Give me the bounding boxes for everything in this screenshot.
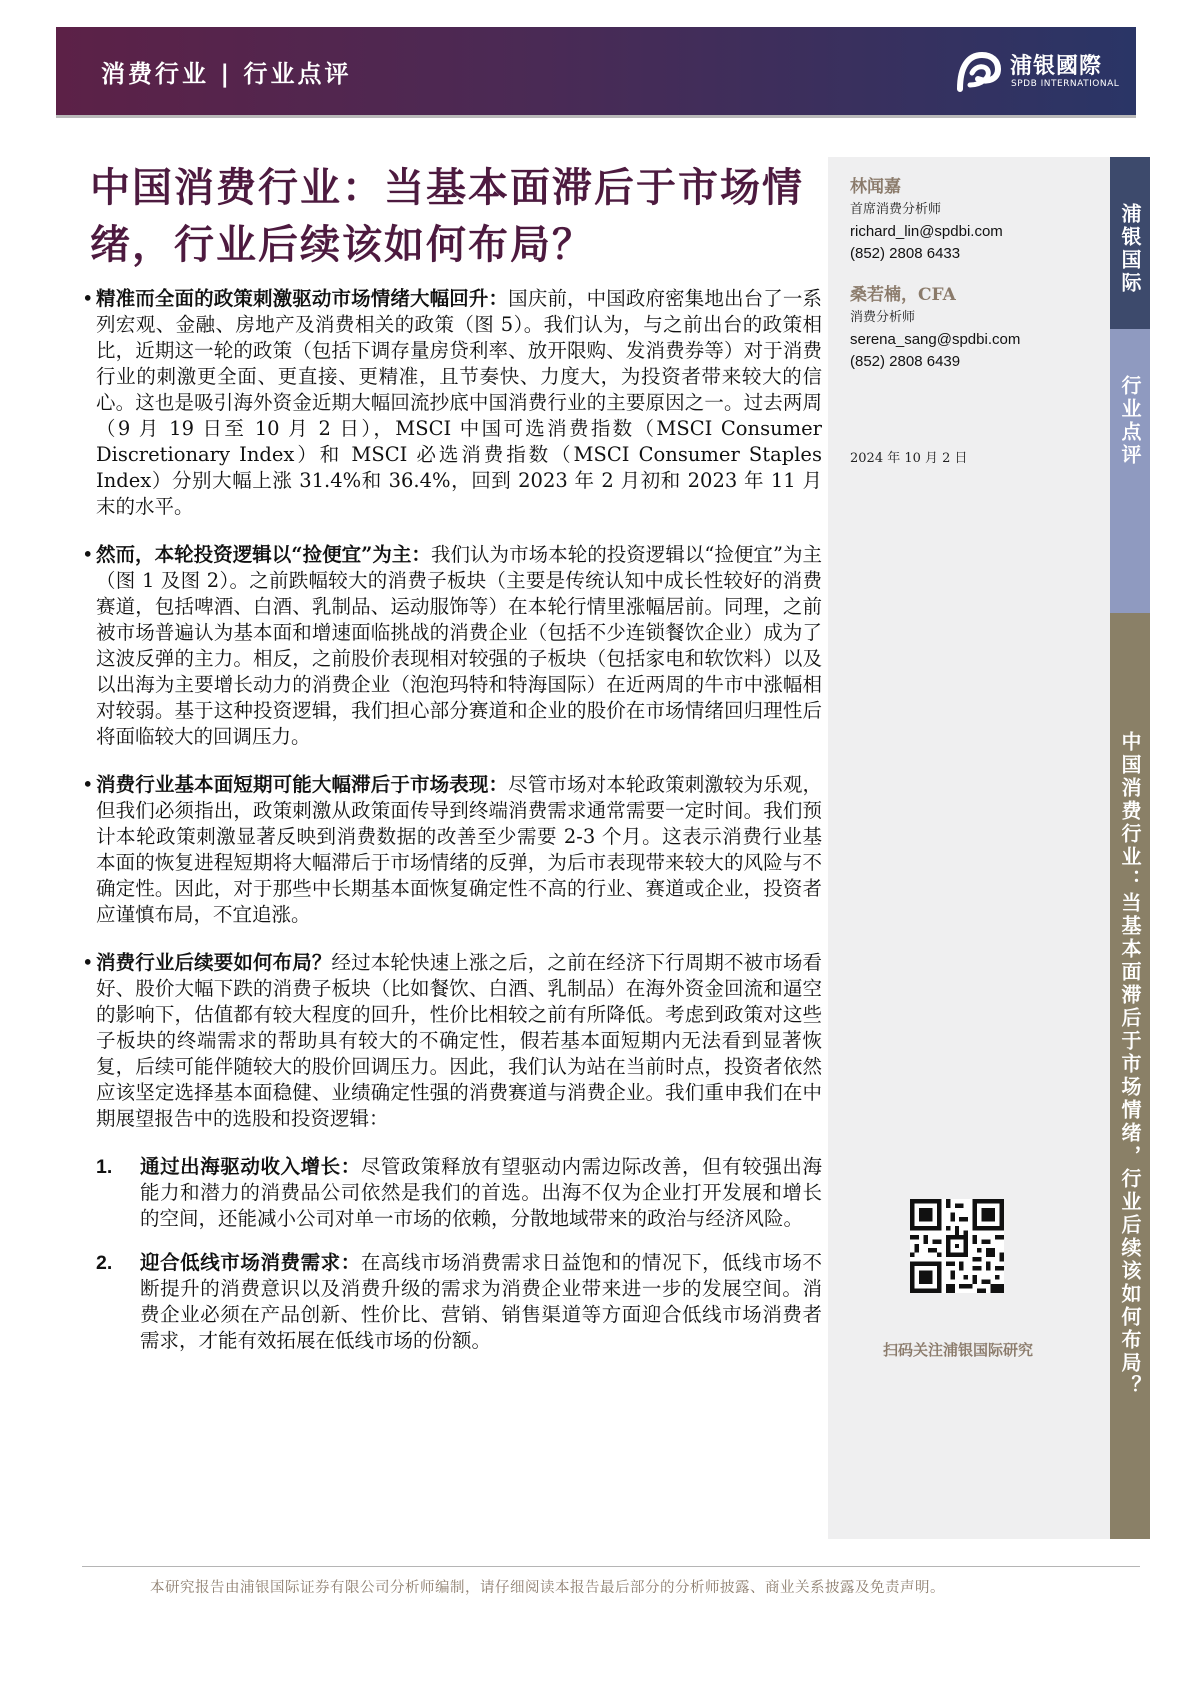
item-lead: 迎合低线市场消费需求： [140,1251,361,1274]
paragraph-text: 尽管市场对本轮政策刺激较为乐观，但我们必须指出，政策刺激从政策面传导到终端消费需求通常需要一定时间。我们预计本轮政策刺激显著反映到消费数据的改善至少需要 2-3 个月。这表示消费行业基本面的恢复进程短期将大幅滞后于市场情绪的反弹，为后市表现带来较大的风险与不确定性。因此，对于那些中长期基本面恢复确定性不高的行业、赛道或企业，投资者应谨慎布局，不宜追涨。 [96,773,822,926]
brand-name-en: SPDB INTERNATIONAL [1011,79,1120,89]
item-number: 2. [96,1252,113,1274]
paragraph-text: 国庆前，中国政府密集地出台了一系列宏观、金融、房地产及消费相关的政策（图 5）。我们认为，与之前出台的政策相比，近期这一轮的政策（包括下调存量房贷利率、放开限购、发消费券等）对于消费行业的刺激更全面、更直接、更精准，且节奏快、力度大，为投资者带来较大的信心。这也是吸引海外资金近期大幅回流抄底中国消费行业的主要原因之一。过去两周（9 月 19 日至 10 月 2 日），MSCI 中国可选消费指数（MSCI Consumer Discretionary Index）和 MSCI 必选消费指数（MSCI Consumer Staples Index）分别大幅上涨 31.4%和 36.4%，回到 2023 年 2 月初和 2023 年 11 月末的水平。 [96,287,822,518]
item-text: 尽管政策释放有望驱动内需边际改善，但有较强出海能力和潜力的消费品公司依然是我们的首选。出海不仅为企业打开发展和增长的空间，还能减小公司对单一市场的依赖，分散地域带来的政治与经济风险。 [140,1155,822,1230]
analyst-role: 消费分析师 [850,310,916,325]
report-date: 2024 年 10 月 2 日 [850,451,968,466]
paragraph-text: 经过本轮快速上涨之后，之前在经济下行周期不被市场看好、股价大幅下跌的消费子板块（比如餐饮、白酒、乳制品）在海外资金回流和逼空的影响下，估值都有较大程度的回升，性价比相较之前有所降低。考虑到政策对这些子板块的终端需求的帮助具有较大的不确定性，假若基本面短期内无法看到显著恢复，后续可能伴随较大的股价回调压力。因此，我们认为站在当前时点，投资者依然应该坚定选择基本面稳健、业绩确定性强的消费赛道与消费企业。我们重申我们在中期展望报告中的选股和投资逻辑： [96,951,822,1130]
report-title: 中国消费行业：当基本面滞后于市场情绪，行业后续该如何布局？ [90,165,804,268]
analyst-phone: (852) 2808 6439 [850,353,961,370]
paragraph-lead: 消费行业后续要如何布局？ [96,951,332,974]
header-banner [56,27,1136,115]
analyst-panel [828,157,1118,1539]
analyst-phone: (852) 2808 6433 [850,245,961,262]
paragraph-policy [82,286,822,520]
paragraph-lead: 消费行业基本面短期可能大幅滞后于市场表现： [96,773,509,796]
analyst-email[interactable]: richard_lin@spdbi.com [850,223,1003,240]
header-title: 消费行业 | 行业点评 [101,60,352,88]
analyst-name: 林闻嘉 [850,177,901,197]
paragraph-text: 我们认为市场本轮的投资逻辑以“捡便宜”为主（图 1 及图 2）。之前跌幅较大的消费子板块（主要是传统认知中成长性较好的消费赛道，包括啤酒、白酒、乳制品、运动服饰等）在本轮行情里涨幅居前。同理，之前被市场普遍认为基本面和增速面临挑战的消费企业（包括不少连锁餐饮企业）成为了这波反弹的主力。相反，之前股价表现相对较强的子板块（包括家电和软饮料）以及以出海为主要增长动力的消费企业（泡泡玛特和特海国际）在近两周的牛市中涨幅相对较弱。基于这种投资逻辑，我们担心部分赛道和企业的股价在市场情绪回归理性后将面临较大的回调压力。 [96,543,822,748]
item-lead: 通过出海驱动收入增长： [140,1155,361,1178]
qr-code-icon[interactable] [910,1199,1004,1293]
item-number: 1. [96,1156,113,1178]
report-body [82,286,822,1372]
spdb-logo-icon [954,49,1004,95]
footer-disclaimer: 本研究报告由浦银国际证券有限公司分析师编制，请仔细阅读本报告最后部分的分析师披露、商业关系披露及免责声明。 [150,1580,945,1596]
analyst-card [850,175,1003,265]
footer-divider [82,1566,1140,1567]
brand-strip: 浦银国际 [1110,157,1150,329]
analyst-card [850,283,1020,373]
category-strip: 行业点评 [1110,329,1150,613]
analyst-role: 首席消费分析师 [850,202,942,217]
brand-name-cn: 浦银國際 [1010,54,1103,79]
numbered-item-1 [96,1154,822,1232]
paragraph-lead: 精准而全面的政策刺激驱动市场情绪大幅回升： [96,287,509,310]
analyst-name: 桑若楠，CFA [850,285,956,305]
paragraph-lead: 然而，本轮投资逻辑以“捡便宜”为主： [96,543,431,566]
paragraph-strategy [82,950,822,1132]
numbered-item-2 [96,1250,822,1354]
qr-caption: 扫码关注浦银国际研究 [882,1341,1033,1359]
analyst-email[interactable]: serena_sang@spdbi.com [850,331,1021,348]
paragraph-fundamentals [82,772,822,928]
paragraph-logic [82,542,822,750]
title-strip: 中国消费行业：当基本面滞后于市场情绪，行业后续该如何布局？ [1110,613,1150,1539]
item-text: 在高线市场消费需求日益饱和的情况下，低线市场不断提升的消费意识以及消费升级的需求为消费企业带来进一步的发展空间。消费企业必须在产品创新、性价比、营销、销售渠道等方面迎合低线市场消费者需求，才能有效拓展在低线市场的份额。 [140,1251,822,1352]
brand-logo [954,49,1129,95]
